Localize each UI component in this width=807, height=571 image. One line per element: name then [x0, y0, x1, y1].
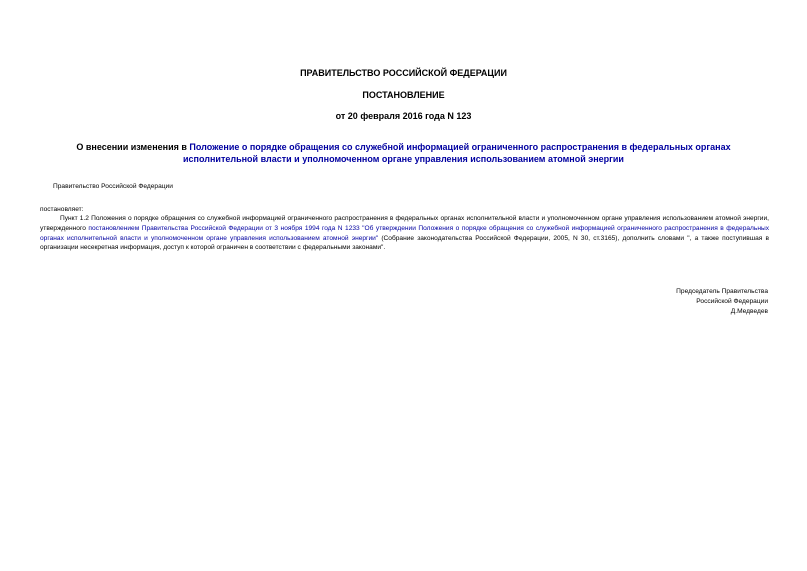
title-prefix: О внесении изменения в	[76, 142, 190, 152]
amendment-paragraph	[40, 214, 769, 253]
signature-organization: Российской Федерации	[696, 297, 768, 305]
decree-line: постановляет:	[40, 206, 84, 213]
paragraph-text-start: Пункт 1.2 Положения о порядке обращения со служебной информацией ограниченного распространения в федеральных органах исполнительной власти и уполномоченном органе управления использованием атомной энергии, утвержденного	[40, 215, 769, 232]
signature-block	[676, 287, 768, 316]
signature-position: Председатель Правительства	[676, 288, 768, 295]
document-date-number: от 20 февраля 2016 года N 123	[335, 111, 472, 121]
document-type: ПОСТАНОВЛЕНИЕ	[362, 90, 445, 100]
issuer-line: Правительство Российской Федерации	[53, 183, 173, 190]
signature-name: Д.Медведев	[730, 307, 768, 315]
issuing-authority: ПРАВИТЕЛЬСТВО РОССИЙСКОЙ ФЕДЕРАЦИИ	[300, 68, 507, 78]
resolution-link[interactable]: постановлением Правительства Российской Федерации от 3 ноября 1994 года N 1233 "Об утверждении Положения о порядке обращения со служебной информацией ограниченного распространения в федеральных органах исполнительной власти и уполномоченном органе управления использованием атомной энергии"	[40, 224, 769, 242]
document-title	[40, 141, 767, 165]
title-link[interactable]: Положение о порядке обращения со служебной информацией ограниченного распространения в федеральных органах исполнительной власти и уполномоченном органе управления использованием атомной энергии	[183, 142, 731, 164]
paragraph-text-end: (Собрание законодательства Российской Федерации, 2005, N 30, ст.3165), дополнить словами ", а также поступившая в организации несекретная информация, доступ к которой ограничен в соответствии с федеральными законами".	[40, 234, 769, 252]
